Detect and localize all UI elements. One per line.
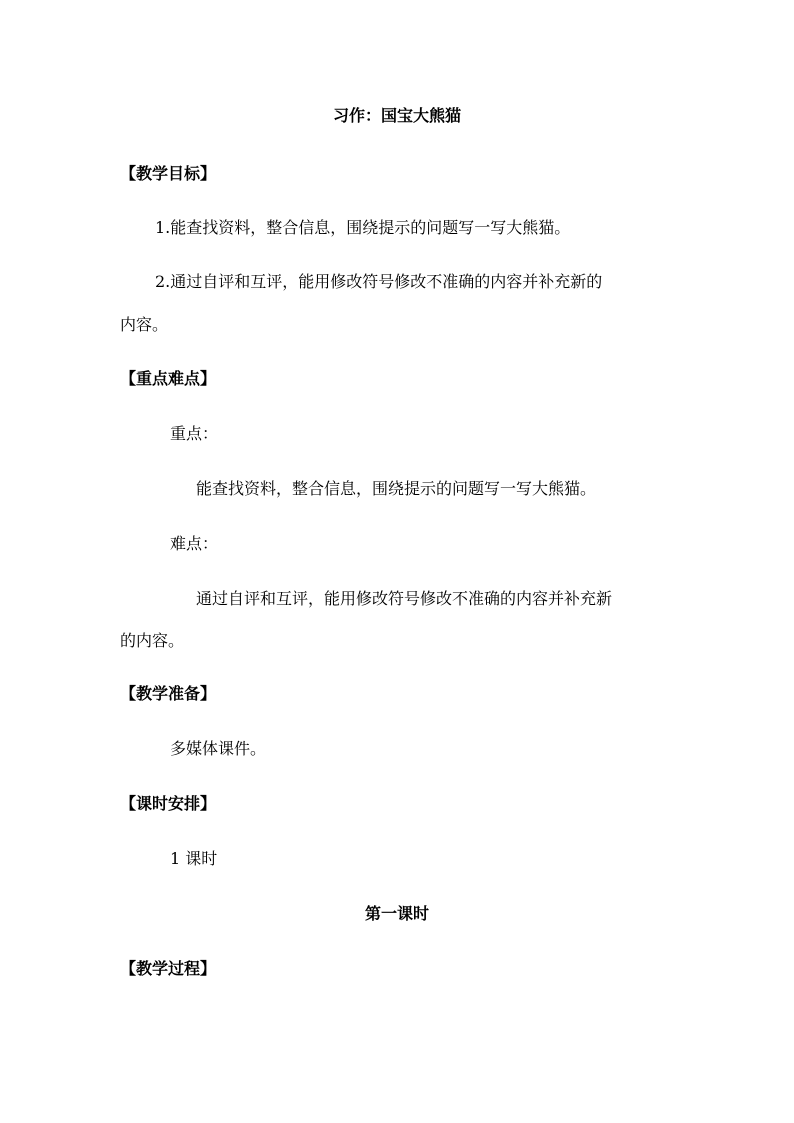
- preparation-text: 多媒体课件。: [170, 739, 267, 758]
- section-heading-goals: 【教学目标】: [120, 164, 217, 183]
- section-heading-schedule: 【课时安排】: [120, 794, 217, 813]
- lesson-title: 第一课时: [364, 904, 429, 923]
- document-title: 习作：国宝大熊猫: [332, 106, 461, 125]
- goal-item-2-line-2: 内容。: [120, 315, 169, 334]
- difficulty-label: 难点：: [170, 534, 219, 553]
- goal-item-2-line-1: 2.通过自评和互评，能用修改符号修改不准确的内容并补充新的: [155, 272, 603, 291]
- section-heading-preparation: 【教学准备】: [120, 684, 217, 703]
- difficulty-text-line-2: 的内容。: [120, 631, 185, 650]
- goal-item-1: 1.能查找资料，整合信息，围绕提示的问题写一写大熊猫。: [155, 218, 571, 237]
- focus-label: 重点：: [170, 424, 219, 443]
- difficulty-text-line-1: 通过自评和互评，能用修改符号修改不准确的内容并补充新: [196, 589, 613, 608]
- section-heading-process: 【教学过程】: [120, 959, 217, 978]
- section-heading-key-points: 【重点难点】: [120, 369, 217, 388]
- focus-text: 能查找资料，整合信息，围绕提示的问题写一写大熊猫。: [196, 479, 597, 498]
- schedule-text: 1 课时: [170, 849, 218, 868]
